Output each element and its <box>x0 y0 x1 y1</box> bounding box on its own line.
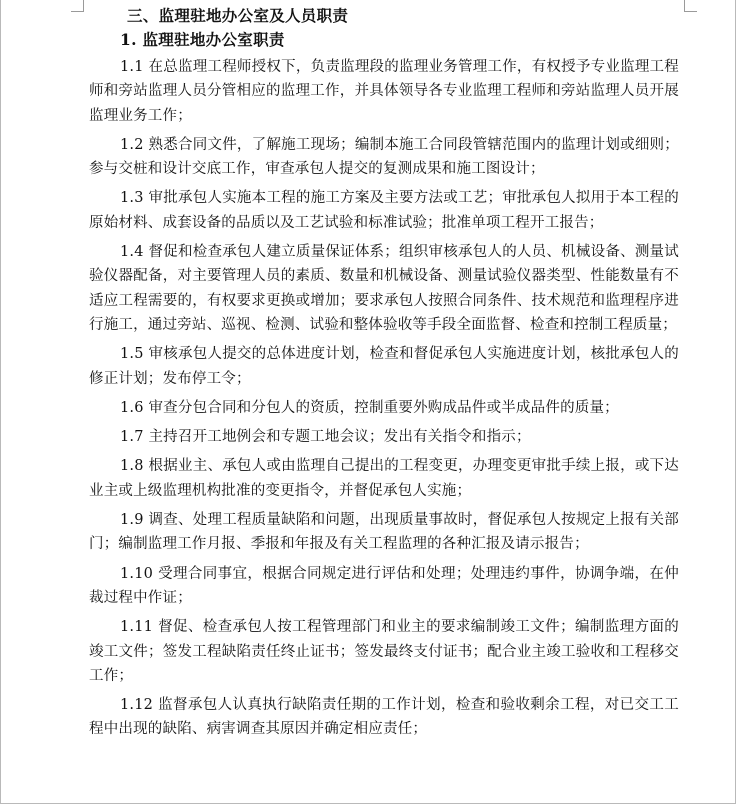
paragraph-1-12: 1.12 监督承包人认真执行缺陷责任期的工作计划，检查和验收剩余工程，对已交工工程中出现的缺陷、病害调查其原因并确定相应责任； <box>89 697 679 738</box>
section-heading: 三、监理驻地办公室及人员职责 <box>127 6 349 25</box>
paragraph-1-10: 1.10 受理合同事宜，根据合同规定进行评估和处理；处理违约事件，协调争端，在仲裁过程中作证； <box>89 565 679 606</box>
paragraph-1-9: 1.9 调查、处理工程质量缺陷和问题，出现质量事故时，督促承包人按规定上报有关部门；编制监理工作月报、季报和年报及有关工程监理的各种汇报及请示报告； <box>89 512 679 553</box>
paragraph-1-8: 1.8 根据业主、承包人或由监理自己提出的工程变更，办理变更审批手续上报，或下达业主或上级监理机构批准的变更指令，并督促承包人实施； <box>89 458 679 499</box>
paragraph-1-3: 1.3 审批承包人实施本工程的施工方案及主要方法或工艺；审批承包人拟用于本工程的原始材料、成套设备的品质以及工艺试验和标准试验；批准单项工程开工报告； <box>89 190 679 231</box>
paragraph-1-11: 1.11 督促、检查承包人按工程管理部门和业主的要求编制竣工文件；编制监理方面的竣工文件；签发工程缺陷责任终止证书；签发最终支付证书；配合业主竣工验收和工程移交工作； <box>89 619 679 684</box>
paragraph-1-1: 1.1 在总监理工程师授权下，负责监理段的监理业务管理工作，有权授予专业监理工程师和旁站监理人员分管相应的监理工作，并具体领导各专业监理工程师和旁站监理人员开展监理业务工作； <box>89 59 679 124</box>
paragraph-1-7: 1.7 主持召开工地例会和专题工地会议；发出有关指令和指示； <box>120 429 531 446</box>
document-body <box>89 4 679 747</box>
paragraph-1-2: 1.2 熟悉合同文件，了解施工现场；编制本施工合同段管辖范围内的监理计划或细则；参与交桩和设计交底工作，审查承包人提交的复测成果和施工图设计； <box>89 136 679 178</box>
paragraph-1-4: 1.4 督促和检查承包人建立质量保证体系；组织审核承包人的人员、机械设备、测量试验仪器配备，对主要管理人员的素质、数量和机械设备、测量试验仪器类型、性能数量有不适应工程需要的，有权要求更换或增加；要求承包人按照合同条件、技术规范和监理程序进行施工，通过旁站、巡视、检测、试验和整体验收等手段全面监督、检查和控制工程质量； <box>89 244 679 333</box>
sub-heading: 1. 监理驻地办公室职责 <box>120 30 285 49</box>
paragraph-1-5: 1.5 审核承包人提交的总体进度计划，检查和督促承包人实施进度计划，核批承包人的修正计划；发布停工令； <box>89 346 679 387</box>
margin-corner-mark-right <box>684 0 697 12</box>
paragraph-1-6: 1.6 审查分包合同和分包人的资质，控制重要外购成品件或半成品件的质量； <box>120 399 619 416</box>
margin-corner-mark-left <box>71 0 84 12</box>
